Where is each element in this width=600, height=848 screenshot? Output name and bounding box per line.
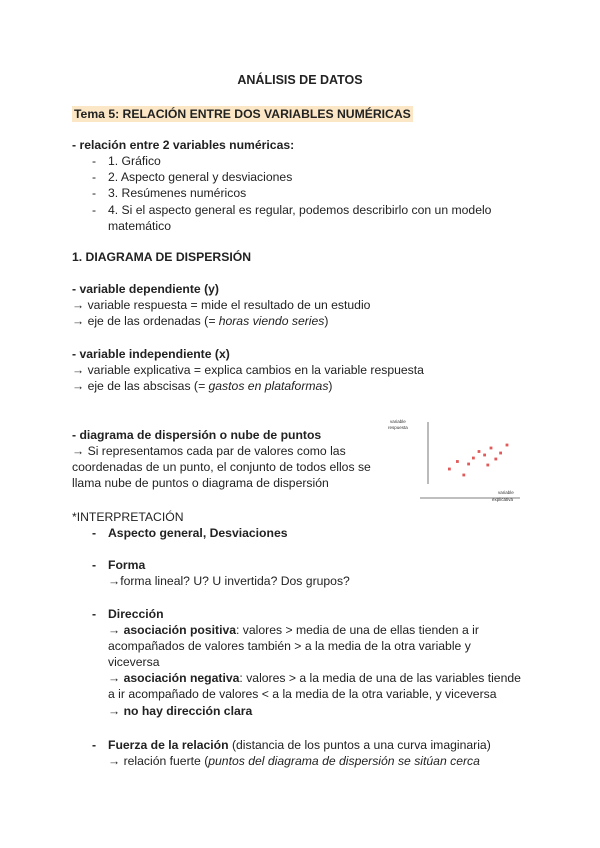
bullet-dash: - xyxy=(92,526,97,540)
rel-item: 4. Si el aspecto general es regular, podemos describirlo con un modelo xyxy=(108,203,492,217)
topic-highlight: Tema 5: RELACIÓN ENTRE DOS VARIABLES NUMÉRICAS xyxy=(74,107,411,121)
bullet-dash: - xyxy=(92,203,97,217)
section-heading: 1. DIAGRAMA DE DISPERSIÓN xyxy=(72,250,251,264)
pos-line-3: viceversa xyxy=(108,655,160,669)
disp-line: coordenadas de un punto, el conjunto de todos ellos se xyxy=(72,460,371,474)
fuerza-text: (distancia de los puntos a una curva imaginaria) xyxy=(228,738,491,752)
rel-item: 3. Resúmenes numéricos xyxy=(108,186,247,200)
neg-line xyxy=(108,670,521,686)
ind-axis-line xyxy=(72,378,332,394)
neg-text: : valores > a la media de una de las variables tiende xyxy=(239,671,521,685)
rel-item: 2. Aspecto general y desviaciones xyxy=(108,170,293,184)
pos-arrow: → xyxy=(108,623,124,637)
fuerza-line xyxy=(108,737,491,753)
interp-forma: Forma xyxy=(108,558,146,572)
rel-item-cont: matemático xyxy=(108,219,171,233)
dep-line: → variable respuesta = mide el resultado de un estudio xyxy=(72,298,371,312)
pos-term: asociación positiva xyxy=(123,623,237,637)
dep-heading: - variable dependiente (y) xyxy=(72,282,219,296)
scatter-xlabel-2: explicativa xyxy=(492,497,514,502)
rel-heading: - relación entre 2 variables numéricas: xyxy=(72,138,295,152)
rel-item: 1. Gráfico xyxy=(108,154,161,168)
scatter-point xyxy=(462,474,465,477)
ind-axis-text: → eje de las abscisas ( xyxy=(72,379,198,393)
interp-aspecto: Aspecto general, Desviaciones xyxy=(108,526,288,540)
bullet-dash: - xyxy=(92,607,97,621)
scatter-xlabel-1: variable xyxy=(498,490,514,495)
dep-axis-example: = horas viendo series xyxy=(208,314,325,328)
interp-heading: *INTERPRETACIÓN xyxy=(72,510,184,524)
pos-line-2: acompañados de valores también > a la media de la otra variable y xyxy=(108,639,471,653)
scatter-ylabel-2: respuesta xyxy=(388,425,408,430)
pos-line xyxy=(108,622,479,638)
scatter-point xyxy=(448,468,451,471)
scatter-point xyxy=(478,450,481,453)
fuerte-line xyxy=(108,753,480,769)
ind-axis-example: = gastos en plataformas xyxy=(198,379,329,393)
scatter-point xyxy=(467,463,470,466)
scatter-point xyxy=(490,447,493,450)
fuerza-term: Fuerza de la relación xyxy=(108,738,229,752)
bullet-dash: - xyxy=(92,186,97,200)
nodir-term: no hay dirección clara xyxy=(123,704,253,718)
scatter-point xyxy=(486,464,489,467)
interp-forma-line: →forma lineal? U? U invertida? Dos grupos? xyxy=(108,574,350,588)
scatter-point xyxy=(499,452,502,455)
topic-heading xyxy=(72,106,413,122)
bullet-dash: - xyxy=(92,738,97,752)
scatter-points xyxy=(448,444,508,477)
bullet-dash: - xyxy=(92,170,97,184)
ind-line: → variable explicativa = explica cambios en la variable respuesta xyxy=(72,363,424,377)
scatter-point xyxy=(483,454,486,457)
scatter-point xyxy=(472,457,475,460)
neg-line-2: a ir acompañado de valores < a la media de la otra variable, y viceversa xyxy=(108,687,497,701)
pos-text: : valores > media de una de ellas tienden a ir xyxy=(236,623,479,637)
scatter-ylabel-1: variable xyxy=(390,419,406,424)
disp-heading: - diagrama de dispersión o nube de puntos xyxy=(72,428,322,442)
disp-line: → Si representamos cada par de valores como las xyxy=(72,444,346,458)
ind-heading: - variable independiente (x) xyxy=(72,347,230,361)
bullet-dash: - xyxy=(92,558,97,572)
fuerte-example: puntos del diagrama de dispersión se sitúan cerca xyxy=(208,754,480,768)
dep-axis-line xyxy=(72,313,328,329)
scatter-point xyxy=(456,460,459,463)
bullet-dash: - xyxy=(92,154,97,168)
nodir-arrow: → xyxy=(108,704,124,718)
page-title: ANÁLISIS DE DATOS xyxy=(237,73,363,87)
neg-arrow: → xyxy=(108,671,124,685)
scatter-plot xyxy=(380,414,530,510)
disp-line: llama nube de puntos o diagrama de dispersión xyxy=(72,476,329,490)
scatter-point xyxy=(494,458,497,461)
dep-axis-text: → eje de las ordenadas ( xyxy=(72,314,209,328)
scatter-point xyxy=(506,444,509,447)
fuerte-text: → relación fuerte ( xyxy=(108,754,209,768)
neg-term: asociación negativa xyxy=(123,671,240,685)
dep-axis-close: ) xyxy=(324,314,329,328)
ind-axis-close: ) xyxy=(328,379,333,393)
interp-direccion: Dirección xyxy=(108,607,164,621)
nodir-line xyxy=(108,703,252,719)
